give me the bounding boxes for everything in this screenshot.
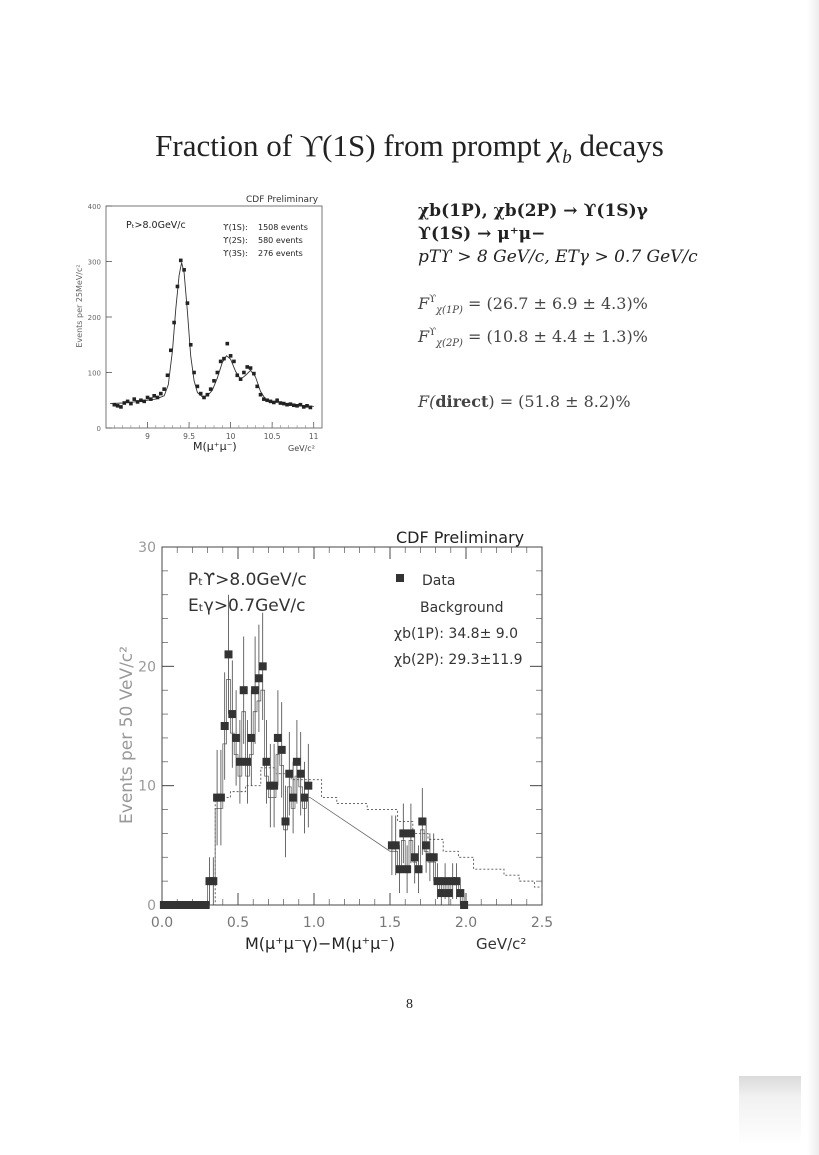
top-data-point bbox=[272, 401, 276, 405]
top-chart-title: CDF Preliminary bbox=[246, 195, 319, 205]
data-point bbox=[270, 782, 278, 790]
legend-data-marker bbox=[396, 574, 404, 582]
data-point bbox=[217, 794, 225, 802]
top-data-point bbox=[255, 385, 259, 389]
top-fit-curve bbox=[110, 263, 314, 407]
data-point bbox=[396, 865, 404, 873]
top-data-point bbox=[192, 371, 196, 375]
f1-sub: χ(1P) bbox=[435, 305, 463, 316]
bottom-xtick-label: 0.5 bbox=[226, 915, 250, 931]
top-data-point bbox=[206, 393, 210, 397]
top-data-point bbox=[162, 387, 166, 391]
top-data-point bbox=[199, 392, 203, 396]
top-data-point bbox=[222, 357, 226, 361]
title-suffix: decays bbox=[571, 128, 664, 163]
background-curve bbox=[162, 768, 542, 905]
top-data-point bbox=[292, 403, 296, 407]
f2-sup: ϒ bbox=[429, 327, 436, 338]
top-xtick-label: 10.5 bbox=[263, 432, 281, 441]
data-point bbox=[274, 734, 282, 742]
top-data-point bbox=[182, 268, 186, 272]
top-data-point bbox=[196, 385, 200, 389]
f2-sub: χ(2P) bbox=[435, 338, 463, 349]
data-point bbox=[240, 686, 248, 694]
decay-chain-line bbox=[418, 200, 748, 223]
f1-sup: ϒ bbox=[429, 294, 436, 305]
title-mid: from prompt bbox=[375, 128, 549, 163]
bottom-xtick-label: 1.0 bbox=[302, 915, 326, 931]
top-data-point bbox=[235, 373, 239, 377]
top-data-point bbox=[179, 259, 183, 263]
data-point bbox=[221, 722, 229, 730]
top-data-point bbox=[265, 398, 269, 402]
top-data-point bbox=[275, 398, 279, 402]
top-data-point bbox=[132, 397, 136, 401]
top-data-point bbox=[295, 404, 299, 408]
bottom-chart-background bbox=[162, 768, 542, 905]
mass-difference-chart bbox=[100, 525, 580, 965]
top-data-point bbox=[209, 387, 213, 391]
data-point bbox=[434, 877, 442, 885]
top-data-point bbox=[159, 392, 163, 396]
bottom-chart-title: CDF Preliminary bbox=[396, 528, 525, 547]
dimuon-decay-text: ϒ(1S) → μ⁺μ− bbox=[418, 224, 546, 244]
top-data-point bbox=[149, 397, 153, 401]
legend-background-label: Background bbox=[420, 600, 504, 616]
direct-label: F( bbox=[418, 392, 436, 411]
top-ytick-label: 300 bbox=[87, 258, 101, 267]
top-data-point bbox=[212, 379, 216, 383]
top-xtick-label: 9 bbox=[145, 432, 150, 441]
top-data-point bbox=[309, 406, 313, 410]
top-data-point bbox=[262, 397, 266, 401]
top-data-point bbox=[242, 371, 246, 375]
top-data-point bbox=[142, 400, 146, 404]
top-yield-2s-events: 580 events bbox=[258, 236, 303, 245]
top-data-point bbox=[116, 404, 120, 408]
data-point bbox=[251, 686, 259, 694]
bottom-ytick-label: 0 bbox=[147, 898, 156, 914]
title-prefix: Fraction of bbox=[155, 128, 300, 163]
top-data-point bbox=[305, 404, 309, 408]
top-data-point bbox=[249, 366, 253, 370]
top-data-point bbox=[113, 403, 117, 407]
data-point bbox=[456, 889, 464, 897]
top-data-point bbox=[289, 402, 293, 406]
data-point bbox=[285, 770, 293, 778]
title-state: ϒ(1S) bbox=[299, 128, 376, 163]
top-chart-points bbox=[113, 259, 313, 410]
data-point bbox=[236, 758, 244, 766]
data-point bbox=[445, 889, 453, 897]
bottom-ytick-label: 20 bbox=[138, 659, 156, 676]
data-point bbox=[232, 734, 240, 742]
top-data-point bbox=[186, 301, 190, 305]
et-cut: ETγ > 0.7 GeV/c bbox=[555, 247, 698, 267]
bottom-chart-ylabel: Events per 50 VeV/c² bbox=[117, 646, 137, 824]
top-yield-1s-state: ϒ(1S): bbox=[223, 223, 248, 232]
bottom-xtick-label: 1.5 bbox=[378, 915, 402, 931]
data-point bbox=[403, 865, 411, 873]
top-data-point bbox=[279, 401, 283, 405]
top-data-point bbox=[219, 360, 223, 364]
top-data-point bbox=[169, 349, 173, 353]
top-data-point bbox=[225, 342, 229, 346]
data-point bbox=[282, 817, 290, 825]
title-chi: χ bbox=[548, 128, 563, 163]
f2-label: F bbox=[418, 327, 430, 346]
top-data-point bbox=[299, 403, 303, 407]
data-point bbox=[202, 901, 210, 909]
top-data-point bbox=[285, 403, 289, 407]
top-data-point bbox=[239, 377, 243, 381]
data-point bbox=[437, 889, 445, 897]
page-number: 8 bbox=[406, 997, 413, 1012]
bottom-ytick-label: 10 bbox=[138, 778, 156, 795]
f1-value: = (26.7 ± 6.9 ± 4.3)% bbox=[468, 294, 648, 313]
top-yield-3s-state: ϒ(3S): bbox=[223, 249, 248, 258]
data-point bbox=[460, 901, 468, 909]
data-point bbox=[392, 841, 400, 849]
scan-artifact bbox=[739, 1076, 801, 1146]
data-point bbox=[289, 794, 297, 802]
direct-value: ) = (51.8 ± 8.2)% bbox=[488, 392, 631, 411]
kinematic-cuts-line bbox=[418, 246, 748, 269]
top-chart-ylabel: Events per 25MeV/c² bbox=[75, 264, 84, 348]
bottom-ytick-label: 30 bbox=[138, 540, 156, 556]
data-point bbox=[293, 758, 301, 766]
data-point bbox=[430, 853, 438, 861]
top-yield-1s-events: 1508 events bbox=[258, 223, 308, 232]
fit-1p-label: χb(1P): 34.8± 9.0 bbox=[394, 626, 519, 642]
top-data-point bbox=[166, 373, 170, 377]
equations-block bbox=[418, 200, 748, 413]
f2-value: = (10.8 ± 4.4 ± 1.3)% bbox=[468, 327, 648, 346]
data-point bbox=[301, 794, 309, 802]
page-title bbox=[0, 128, 819, 169]
dimuon-decay-line bbox=[418, 223, 748, 246]
top-data-point bbox=[156, 396, 160, 400]
top-ytick-label: 200 bbox=[87, 314, 101, 322]
direct-word: direct bbox=[435, 392, 489, 411]
data-point bbox=[411, 853, 419, 861]
data-point bbox=[415, 865, 423, 873]
top-data-point bbox=[302, 405, 306, 409]
top-data-point bbox=[189, 343, 193, 347]
top-data-point bbox=[232, 360, 236, 364]
fit-2p-label: χb(2P): 29.3±11.9 bbox=[394, 652, 523, 668]
top-ytick-label: 100 bbox=[87, 369, 101, 378]
top-data-point bbox=[245, 365, 249, 369]
decay-chain-text: χb(1P), χb(2P) → ϒ(1S)γ bbox=[418, 201, 648, 221]
top-xtick-label: 10 bbox=[225, 432, 236, 441]
top-data-point bbox=[282, 402, 286, 406]
fraction-2p-line bbox=[418, 322, 748, 355]
data-point bbox=[244, 758, 252, 766]
pt-cut: pTϒ > 8 GeV/c, bbox=[418, 247, 550, 267]
top-chart-labels bbox=[75, 195, 319, 453]
bottom-chart-labels bbox=[117, 528, 526, 953]
bottom-cut-pt: Pₜϒ>8.0GeV/c bbox=[188, 570, 307, 590]
data-point bbox=[259, 662, 267, 670]
top-yield-3s-events: 276 events bbox=[258, 249, 303, 258]
top-chart-xlabel: M(μ⁺μ⁻) bbox=[193, 440, 237, 453]
top-data-point bbox=[122, 401, 126, 405]
data-point bbox=[453, 877, 461, 885]
data-point bbox=[255, 674, 263, 682]
top-data-point bbox=[129, 402, 133, 406]
data-point bbox=[263, 758, 271, 766]
data-point bbox=[441, 877, 449, 885]
top-data-point bbox=[202, 396, 206, 400]
data-point bbox=[297, 770, 305, 778]
top-data-point bbox=[252, 372, 256, 376]
data-point bbox=[418, 817, 426, 825]
data-point bbox=[399, 829, 407, 837]
top-data-point bbox=[172, 321, 176, 325]
top-data-point bbox=[152, 394, 156, 398]
top-data-point bbox=[126, 400, 130, 404]
data-point bbox=[209, 877, 217, 885]
data-point bbox=[304, 782, 312, 790]
data-point bbox=[228, 710, 236, 718]
fraction-1p-line bbox=[418, 289, 748, 322]
upsilon-mass-chart bbox=[68, 188, 338, 460]
top-data-point bbox=[146, 396, 150, 400]
top-data-point bbox=[259, 393, 263, 397]
top-ytick-label: 400 bbox=[87, 203, 101, 211]
bottom-chart-xunit: GeV/c² bbox=[476, 935, 527, 953]
f1-label: F bbox=[418, 294, 430, 313]
top-xtick-label: 11 bbox=[308, 432, 319, 441]
top-yield-2s-state: ϒ(2S): bbox=[223, 236, 248, 245]
top-data-point bbox=[216, 371, 220, 375]
bottom-xtick-label: 2.5 bbox=[530, 915, 554, 931]
top-chart-fit bbox=[110, 263, 314, 407]
top-data-point bbox=[229, 354, 233, 358]
data-point bbox=[422, 841, 430, 849]
bottom-chart-xlabel: M(μ⁺μ⁻γ)−M(μ⁺μ⁻) bbox=[245, 934, 395, 953]
data-point bbox=[225, 650, 233, 658]
fraction-direct-line bbox=[418, 391, 748, 413]
data-point bbox=[247, 734, 255, 742]
data-point bbox=[407, 829, 415, 837]
legend-data-label: Data bbox=[422, 573, 456, 589]
top-xtick-label: 9.5 bbox=[183, 432, 196, 441]
top-ytick-label: 0 bbox=[96, 425, 101, 433]
scan-edge-shadow bbox=[807, 0, 819, 1155]
top-chart-xunit: GeV/c² bbox=[288, 444, 315, 453]
top-data-point bbox=[269, 400, 273, 404]
bottom-cut-et: Eₜγ>0.7GeV/c bbox=[188, 596, 306, 616]
title-chi-sub: b bbox=[562, 147, 572, 169]
top-data-point bbox=[139, 398, 143, 402]
top-data-point bbox=[119, 405, 123, 409]
bottom-xtick-label: 2.0 bbox=[454, 915, 478, 931]
top-chart-cut: Pₜ>8.0GeV/c bbox=[126, 220, 186, 231]
top-data-point bbox=[176, 285, 180, 289]
bottom-xtick-label: 0.0 bbox=[150, 915, 174, 931]
data-point bbox=[278, 746, 286, 754]
top-data-point bbox=[136, 400, 140, 404]
